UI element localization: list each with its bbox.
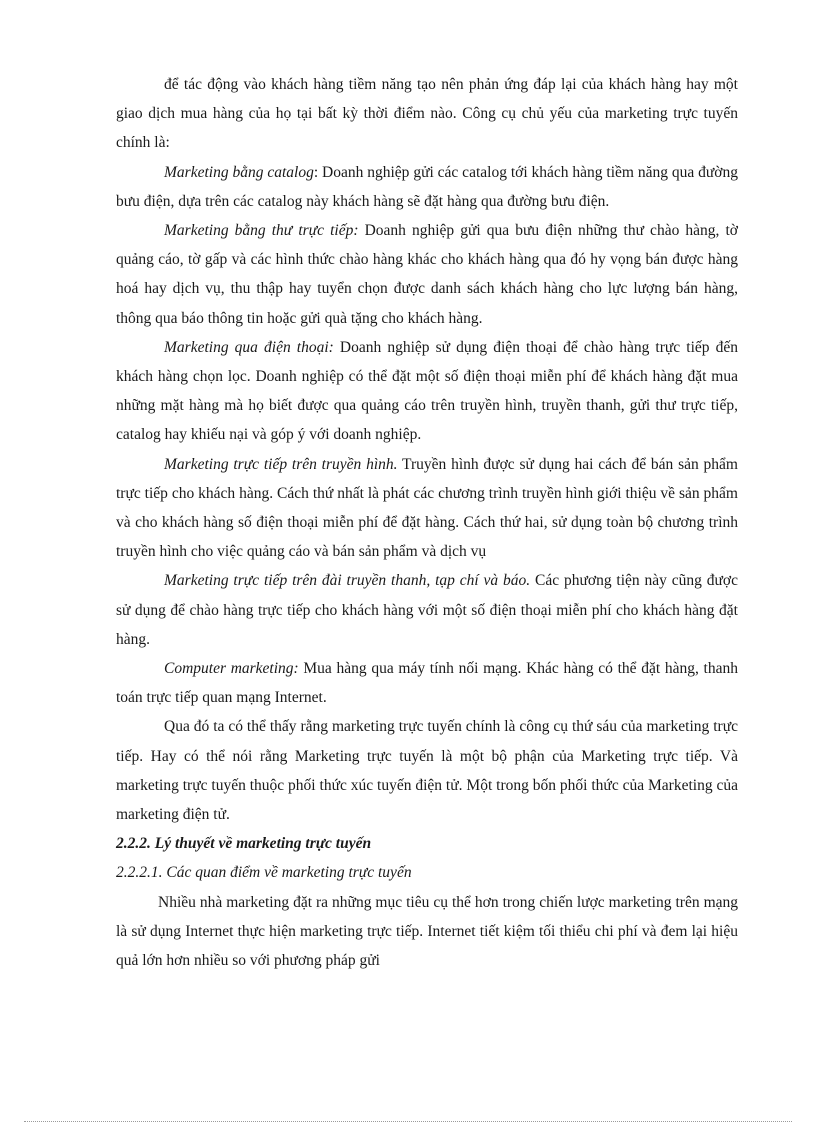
catalog-lead: Marketing bằng catalog — [164, 163, 314, 181]
mail-paragraph — [116, 216, 738, 333]
radio-paragraph — [116, 566, 738, 654]
mail-lead: Marketing bằng thư trực tiếp: — [164, 222, 359, 240]
computer-paragraph — [116, 654, 738, 712]
section-heading: 2.2.2. Lý thuyết về marketing trực tuyến — [116, 835, 372, 853]
phone-lead: Marketing qua điện thoại: — [164, 338, 334, 356]
body-text — [116, 70, 738, 975]
computer-lead: Computer marketing: — [164, 660, 299, 678]
catalog-text: : Doanh nghiệp gửi các catalog tới khách hàng tiềm năng qua đường bưu điện, dựa trên các catalog này khách hàng sẽ đặt hàng qua đường bưu điện. — [116, 163, 738, 210]
tv-text: Truyền hình được sử dụng hai cách để bán sản phẩm trực tiếp cho khách hàng. Cách thứ nhất là phát các chương trình truyền hình giới thiệu về sản phẩm và cho khách hàng số điện thoại miễn phí để đặt hàng. Cách thứ hai, sử dụng toàn bộ chương trình truyền hình cho việc quảng cáo và bán sản phẩm và dịch vụ — [116, 455, 738, 561]
summary-paragraph: Qua đó ta có thể thấy rằng marketing trực tuyến chính là công cụ thứ sáu của marketing trực tiếp. Hay có thể nói rằng Marketing trực tuyến là một bộ phận của Marketing trực tiếp. Và marketing trực tuyến thuộc phối thức xúc tuyến điện tử. Một trong bốn phối thức của Marketing của marketing điện tử. — [116, 718, 738, 824]
phone-paragraph — [116, 333, 738, 450]
page-bottom-rule — [24, 1121, 792, 1122]
computer-text: Mua hàng qua máy tính nối mạng. Khác hàng có thể đặt hàng, thanh toán trực tiếp quan mạng Internet. — [116, 660, 738, 707]
subsection-heading: 2.2.2.1. Các quan điểm về marketing trực tuyến — [116, 864, 412, 882]
radio-lead: Marketing trực tiếp trên đài truyền thanh, tạp chí và báo. — [164, 572, 531, 590]
tv-lead: Marketing trực tiếp trên truyền hình. — [164, 455, 398, 473]
intro-paragraph: để tác động vào khách hàng tiềm năng tạo nên phản ứng đáp lại của khách hàng hay một giao dịch mua hàng của họ tại bất kỳ thời điểm nào. Công cụ chủ yếu của marketing trực tuyến chính là: — [116, 76, 738, 152]
catalog-paragraph — [116, 158, 738, 216]
phone-text: Doanh nghiệp sử dụng điện thoại để chào hàng trực tiếp đến khách hàng chọn lọc. Doanh nghiệp có thể đặt một số điện thoại miễn phí để khách hàng đặt mua những mặt hàng mà họ biết được qua quảng cáo trên truyền hình, truyền thanh, gửi thư trực tiếp, catalog hay khiếu nại và góp ý với doanh nghiệp. — [116, 338, 739, 444]
closing-paragraph: Nhiều nhà marketing đặt ra những mục tiêu cụ thể hơn trong chiến lược marketing trên mạng là sử dụng Internet thực hiện marketing trực tiếp. Internet tiết kiệm tối thiểu chi phí và đem lại hiệu quả lớn hơn nhiều so với phương pháp gửi — [116, 893, 738, 970]
tv-paragraph — [116, 450, 738, 567]
radio-text: Các phương tiện này cũng được sử dụng để chào hàng trực tiếp cho khách hàng với một số điện thoại miễn phí cho khách hàng đặt hàng. — [116, 572, 738, 648]
mail-text: Doanh nghiệp gửi qua bưu điện những thư chào hàng, tờ quảng cáo, tờ gấp và các hình thức chào hàng khác cho khách hàng qua đó hy vọng bán được hàng hoá hay dịch vụ, thu thập hay tuyển chọn được danh sách khách hàng cho lực lượng bán hàng, thông qua báo thông tin hoặc gửi quà tặng cho khách hàng. — [116, 222, 738, 327]
